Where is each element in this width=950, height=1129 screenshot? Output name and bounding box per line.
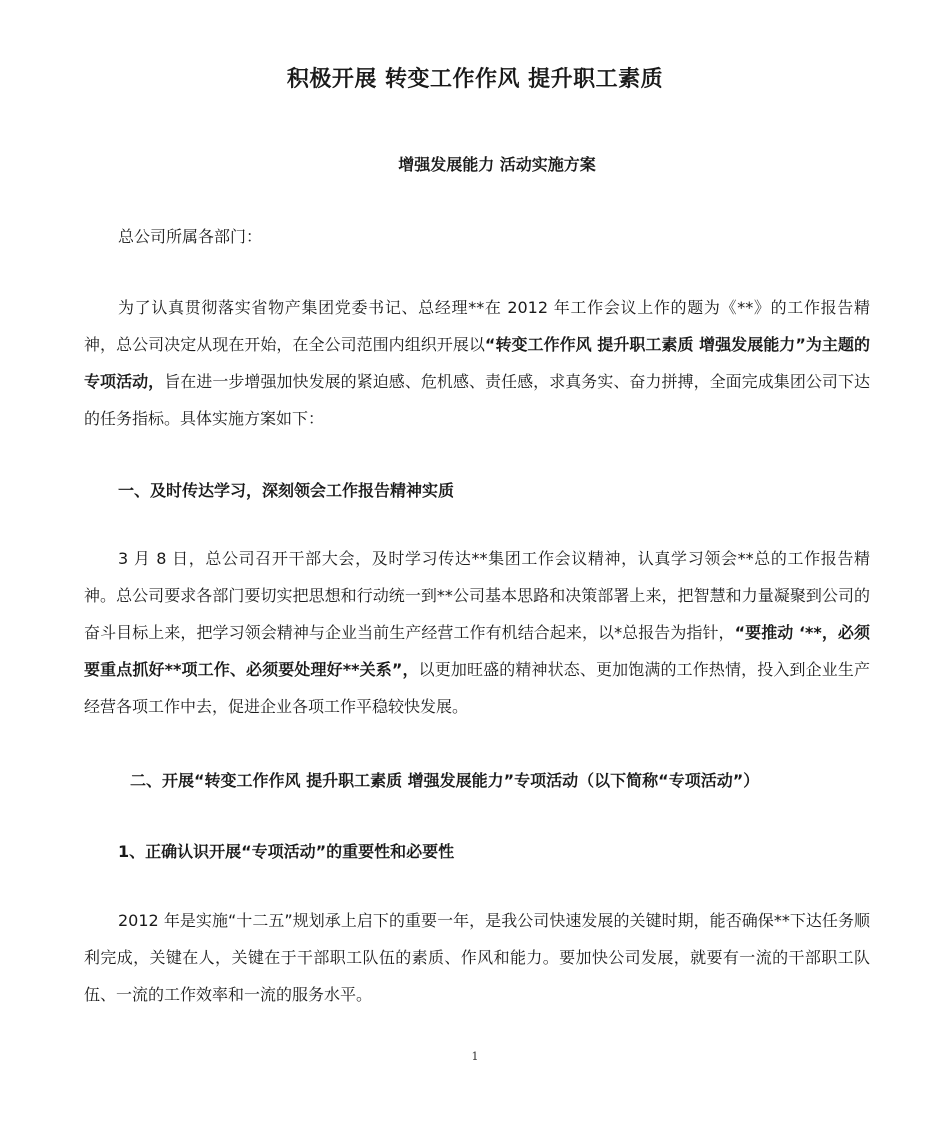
- section-heading-1: 一、及时传达学习，深刻领会工作报告精神实质: [118, 481, 455, 500]
- section-1-paragraph: [84, 540, 870, 725]
- intro-text: 为了认真贯彻落实省物产集团党委书记、总经理**在 2012 年工作会议上作的题为《**》的工作报告精神，总公司决定从现在开始，在全公司范围内组织开展以: [84, 298, 870, 354]
- document-subtitle: 增强发展能力 活动实施方案: [398, 155, 596, 174]
- salutation: 总公司所属各部门：: [118, 227, 263, 246]
- subsection-heading-1: 1、正确认识开展“专项活动”的重要性和必要性: [118, 842, 455, 861]
- section-1-text-continued: 以更加旺盛的精神状态、更加饱满的工作热情，投入到企业生产经营各项工作中去，促进企业各项工作平稳较快发展。: [84, 660, 870, 716]
- document-title: 积极开展 转变工作作风 提升职工素质: [286, 67, 664, 92]
- intro-bold-text: “转变工作作风 提升职工素质 增强发展能力”为主题的专项活动，: [84, 335, 870, 391]
- intro-paragraph: [84, 289, 870, 437]
- section-heading-2: 二、开展“转变工作作风 提升职工素质 增强发展能力”专项活动（以下简称“专项活动”）: [130, 771, 760, 790]
- section-1-text: 3 月 8 日，总公司召开干部大会，及时学习传达**集团工作会议精神，认真学习领会**总的工作报告精神。总公司要求各部门要切实把思想和行动统一到**公司基本思路和决策部署上来，把智慧和力量凝聚到公司的奋斗目标上来，把学习领会精神与企业当前生产经营工作有机结合起来，以*总报告为指针，: [84, 549, 870, 642]
- intro-text-continued: 旨在进一步增强加快发展的紧迫感、危机感、责任感，求真务实、奋力拼搏，全面完成集团公司下达的任务指标。具体实施方案如下：: [84, 372, 870, 428]
- section-1-bold-text: “要推动 ‘**，必须要重点抓好**项工作、必须要处理好**关系”，: [84, 623, 870, 679]
- subsection-1-paragraph: 2012 年是实施“十二五”规划承上启下的重要一年，是我公司快速发展的关键时期，能否确保**下达任务顺利完成，关键在人，关键在于干部职工队伍的素质、作风和能力。要加快公司发展，就要有一流的干部职工队伍、一流的工作效率和一流的服务水平。: [84, 911, 870, 1004]
- page-number: 1: [471, 1050, 479, 1063]
